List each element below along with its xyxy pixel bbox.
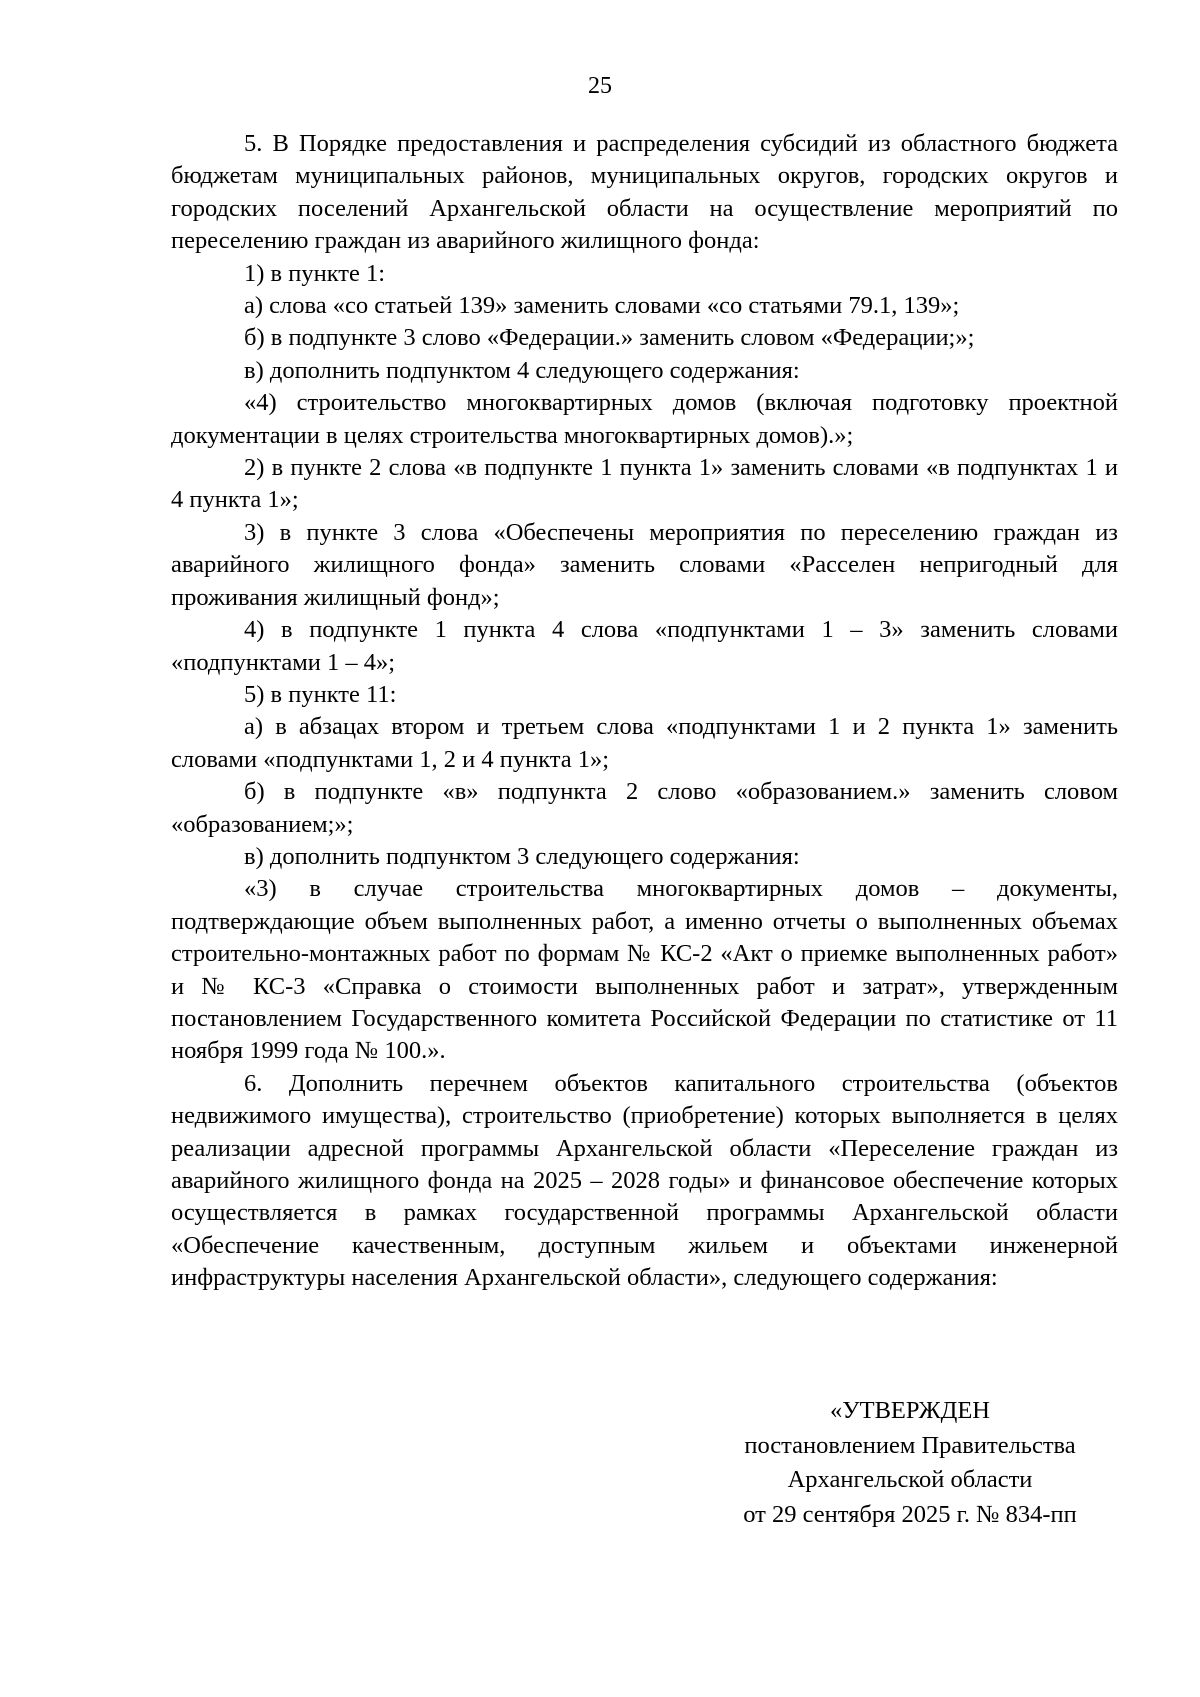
subitem-5b: б) в подпункте «в» подпункта 2 слово «образованием.» заменить словом «образованием;»; xyxy=(171,778,1118,838)
subitem-5a: а) в абзацах втором и третьем слова «подпунктами 1 и 2 пункта 1» заменить словами «подпунктами 1, 2 и 4 пункта 1»; xyxy=(171,713,1118,773)
approval-line: постановлением Правительства xyxy=(744,1431,1076,1459)
approval-line: Архангельской области xyxy=(787,1466,1033,1493)
approval-date-line: от 29 сентября 2025 г. № 834-пп xyxy=(743,1500,1077,1528)
quoted-subitem-3: «3) в случае строительства многоквартирных домов – документы, подтверждающие объем выполненных работ, а именно отчеты о выполненных объемах строительно-монтажных работ по формам № КС-2 «Акт о приемке выполненных работ» и № КС-3 «Справка о стоимости выполненных работ и затрат», утвержденным постановлением Государственного комитета Российской Федерации по статистике от 11 ноября 1999 года № 100.». xyxy=(171,875,1118,1065)
subitem-5v: в) дополнить подпунктом 3 следующего содержания: xyxy=(244,842,800,870)
approval-heading: «УТВЕРЖДЕН xyxy=(830,1397,990,1424)
subitem-1a: а) слова «со статьей 139» заменить словами «со статьями 79.1, 139»; xyxy=(244,292,960,320)
quoted-subitem-4: «4) строительство многоквартирных домов (включая подготовку проектной документации в целях строительства многоквартирных домов).»; xyxy=(171,389,1118,449)
paragraph-item-6: 6. Дополнить перечнем объектов капитального строительства (объектов недвижимого имущества), строительство (приобретение) которых выполняется в целях реализации адресной программы Архангельской области «Переселение граждан из аварийного жилищного фонда на 2025 – 2028 годы» и финансовое обеспечение которых осуществляется в рамках государственной программы Архангельской области «Обеспечение качественным, доступным жильем и объектами инженерной инфраструктуры населения Архангельской области», следующего содержания: xyxy=(171,1069,1118,1292)
subitem-4: 4) в подпункте 1 пункта 4 слова «подпунктами 1 – 3» заменить словами «подпунктами 1 – 4»; xyxy=(171,616,1118,676)
paragraph-item-5: 5. В Порядке предоставления и распределения субсидий из областного бюджета бюджетам муниципальных районов, муниципальных округов, городских округов и городских поселений Архангельской области на осуществление мероприятий по переселению граждан из аварийного жилищного фонда: xyxy=(171,130,1118,255)
subitem-1: 1) в пункте 1: xyxy=(244,259,386,287)
subitem-2: 2) в пункте 2 слова «в подпункте 1 пункта 1» заменить словами «в подпунктах 1 и 4 пункта 1»; xyxy=(171,454,1118,514)
page-number: 25 xyxy=(588,73,612,99)
subitem-3: 3) в пункте 3 слова «Обеспечены мероприятия по переселению граждан из аварийного жилищного фонда» заменить словами «Расселен непригодный для проживания жилищный фонд»; xyxy=(171,518,1118,611)
subitem-1v: в) дополнить подпунктом 4 следующего содержания: xyxy=(244,356,800,384)
subitem-5: 5) в пункте 11: xyxy=(244,680,397,708)
subitem-1b: б) в подпункте 3 слово «Федерации.» заменить словом «Федерации;»; xyxy=(244,324,975,352)
approval-stamp-block xyxy=(700,1394,1120,1532)
document-body xyxy=(171,128,1118,1295)
